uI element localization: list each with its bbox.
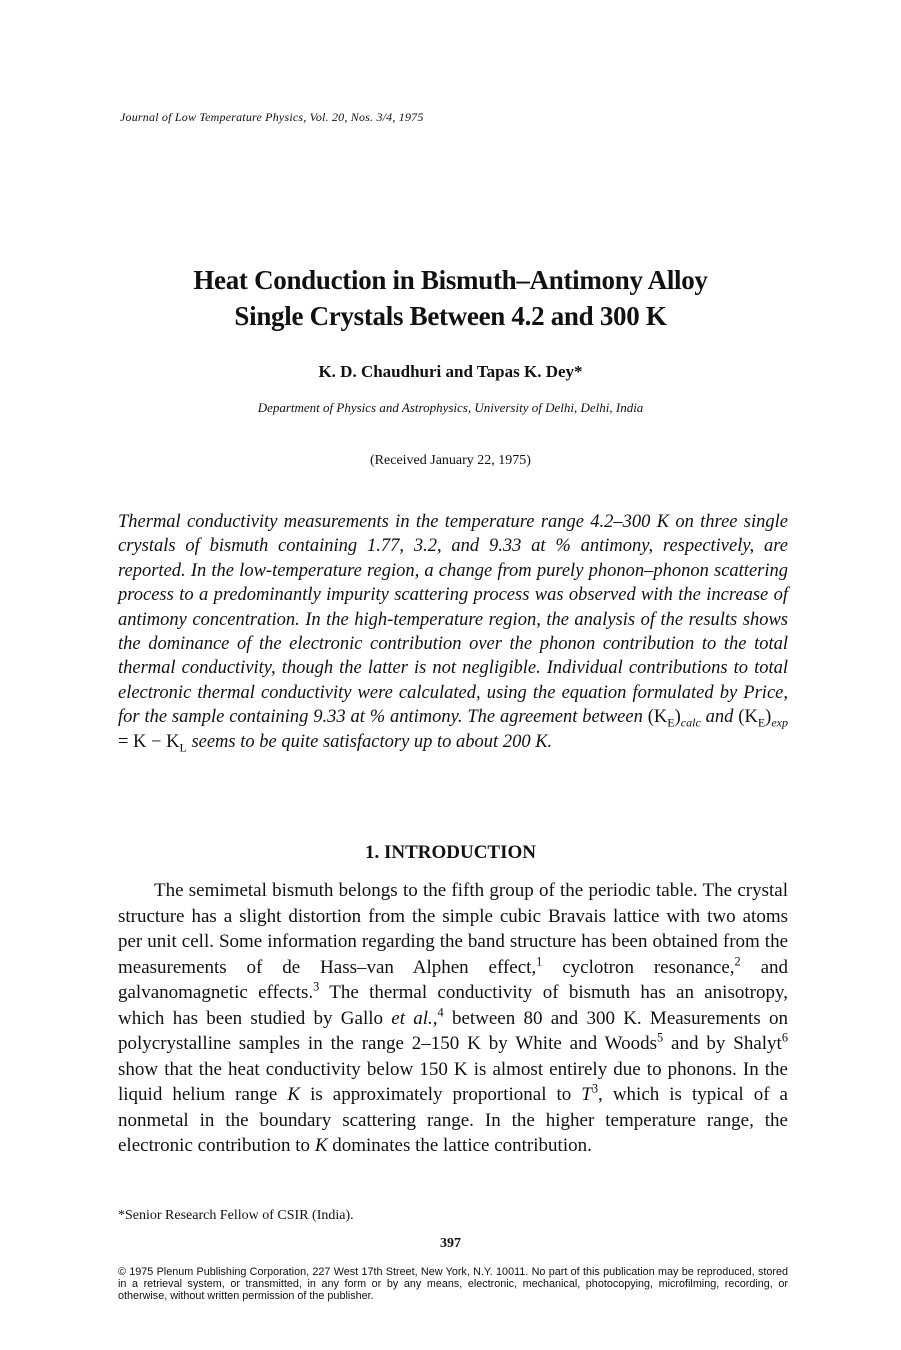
et-al: et al., <box>391 1007 438 1029</box>
page-number: 397 <box>440 1236 461 1251</box>
symbol-k: K <box>287 1084 301 1105</box>
ref-4: 4 <box>437 1005 444 1020</box>
symbol-t: T <box>581 1084 592 1105</box>
authors: K. D. Chaudhuri and Tapas K. Dey* <box>318 362 583 381</box>
footnote: *Senior Research Fellow of CSIR (India). <box>118 1208 354 1223</box>
body-text-4: The thermal conductivity of bismuth has an anisotropy, which has been studied by Gallo <box>118 982 788 1029</box>
section-heading: 1. INTRODUCTION <box>364 842 537 863</box>
title-line-1: Heat Conduction in Bismuth–Antimony Alloy <box>193 265 708 295</box>
ke-calc-open: (K <box>647 707 668 728</box>
intro-paragraph <box>118 878 788 1159</box>
ke-calc-subscript-e: E <box>667 715 675 730</box>
body-text-10: dominates the lattice contribution. <box>327 1135 592 1156</box>
kl-subscript: L <box>179 740 187 755</box>
journal-header: Journal of Low Temperature Physics, Vol. 20, Nos. 3/4, 1975 <box>120 110 424 124</box>
abstract-equation: = K − K <box>118 731 180 752</box>
copyright-notice: © 1975 Plenum Publishing Corporation, 227 West 17th Street, New York, N.Y. 10011. No part of this publication may be reproduced, stored in a retrieval system, or transmitted, in any form or by any means, electronic, mechanical, photocopying, microfilming, recording, or otherwise, without written permission of the publisher. <box>118 1266 788 1302</box>
received-date: (Received January 22, 1975) <box>370 453 531 468</box>
title-line-2: Single Crystals Between 4.2 and 300 K <box>234 301 667 331</box>
ref-2: 2 <box>734 954 741 969</box>
ke-exp-subscript-e: E <box>757 715 766 730</box>
body-text-3: and galvanomagnetic effects. <box>118 956 788 1003</box>
abstract <box>118 510 788 754</box>
body-text-5: between 80 and 300 K. Measurements on polycrystalline samples in the range 2–150 K by White and Woods <box>118 1007 788 1054</box>
ke-exp-open: (K <box>738 707 758 728</box>
abstract-text: Thermal conductivity measurements in the temperature range 4.2–300 K on three single crystals of bismuth containing 1.77, 3.2, and 9.33 at % antimony, respectively, are reported. In the low-temperature region, a change from purely phonon–phonon scattering process to a predominantly impurity scattering process was observed with the increase of antimony concentration. In the high-temperature region, the analysis of the results shows the dominance of the electronic contribution over the phonon contribution to the total thermal conductivity, though the latter is not negligible. Individual contributions to total electronic thermal conductivity were calculated, using the equation formulated by Price, for the sample containing 9.33 at % antimony. The agreement between <box>118 512 788 728</box>
body-text-7: show that the heat conductivity below 150 K is almost entirely due to phonons. In the liquid helium range <box>118 1058 788 1105</box>
ref-5: 5 <box>656 1030 664 1045</box>
ref-6: 6 <box>781 1030 788 1045</box>
symbol-k-2: K <box>314 1135 328 1156</box>
body-text-1: The semimetal bismuth belongs to the fifth group of the periodic table. The crystal structure has a slight distortion from the simple cubic Bravais lattice with two atoms per unit cell. Some information regarding the band structure has been obtained from the measurements of de Hass–van Alphen effect, <box>118 880 788 978</box>
ref-1: 1 <box>536 954 543 969</box>
body-text-9: , which is typical of a nonmetal in the boundary scattering range. In the higher temperature range, the electronic contribution to <box>118 1084 788 1156</box>
body-text-6: and by Shalyt <box>663 1033 782 1054</box>
exp-subscript: exp <box>771 715 789 730</box>
calc-subscript: calc <box>680 715 701 730</box>
abstract-text-end: seems to be quite satisfactory up to about 200 K. <box>186 731 553 752</box>
abstract-and: and <box>700 707 739 728</box>
ke-exp-close: ) <box>765 707 772 728</box>
paper-title <box>0 262 901 334</box>
ref-3: 3 <box>313 979 320 994</box>
body-text-8: is approximately proportional to <box>300 1084 582 1105</box>
affiliation: Department of Physics and Astrophysics, University of Delhi, Delhi, India <box>257 400 644 415</box>
body-text-2: cyclotron resonance, <box>542 956 735 978</box>
ke-calc-close: ) <box>674 707 681 728</box>
t-exponent: 3 <box>591 1081 599 1096</box>
introduction-body <box>118 878 788 1159</box>
